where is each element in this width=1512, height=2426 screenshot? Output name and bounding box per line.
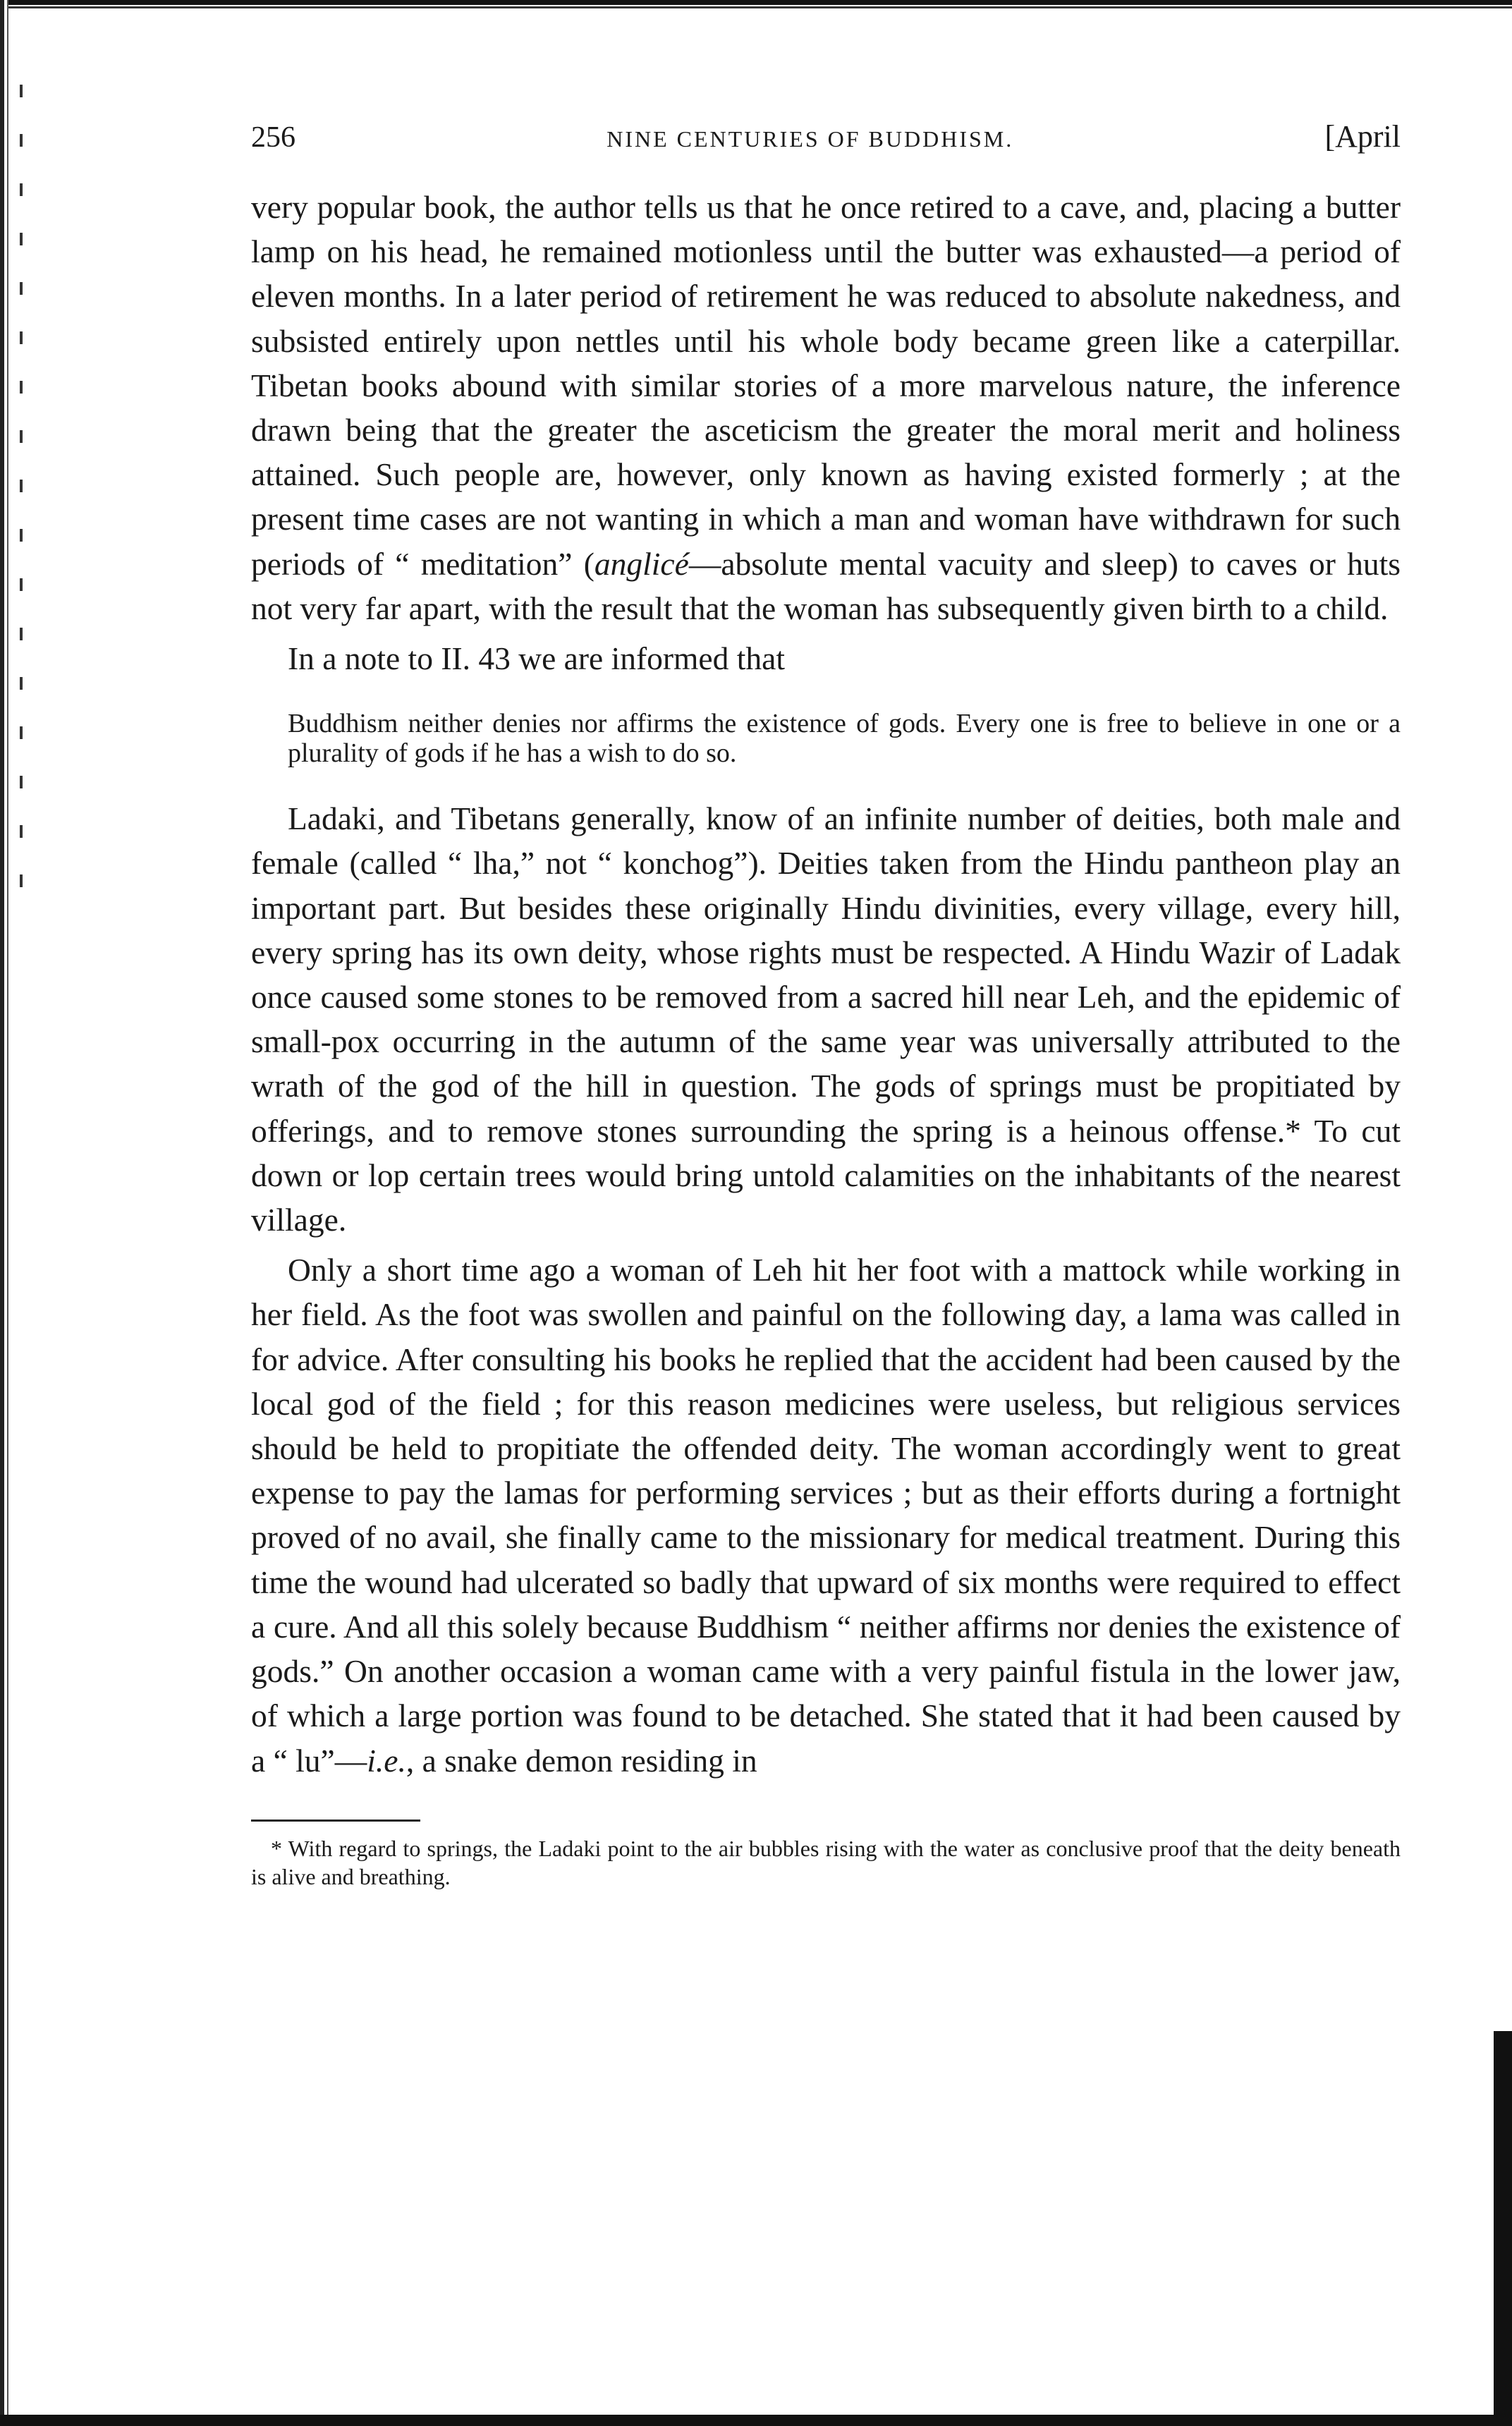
book-page [251,118,1401,1891]
block-quote: Buddhism neither denies nor affirms the existence of gods. Every one is free to believe in one or a plurality of gods if he has a wish to do so. [288,709,1401,769]
footnote-rule [251,1820,420,1822]
running-header [251,118,1401,168]
paragraph-continued [251,185,1401,630]
header-month: [April [1324,119,1401,154]
scan-edge-right [1494,2031,1512,2426]
paragraph-text: , a snake demon residing in [406,1742,757,1779]
running-title: NINE CENTURIES OF BUDDHISM. [606,126,1014,152]
paragraph-deities: Ladaki, and Tibetans generally, know of an infinite number of deities, both male and female (called “ lha,” not “ konchog”). Deities taken from the Hindu pantheon play an important part. But besides these originally Hindu divinities, every village, every hill, every spring has its own deity, whose rights must be respected. A Hindu Wazir of Ladak once caused some stones to be removed from a sacred hill near Leh, and the epidemic of small-pox occurring in the autumn of the same year was universally attributed to the wrath of the god of the hill in question. The gods of springs must be propitiated by offerings, and to remove stones surrounding the spring is a heinous offense.* To cut down or lop certain trees would bring untold calamities on the inhabitants of the nearest village. [251,800,1401,1238]
scan-edge-left [0,0,16,2426]
paragraph-woman-of-leh [251,1248,1401,1782]
footnote: * With regard to springs, the Ladaki point to the air bubbles rising with the water as conclusive proof that the deity beneath is alive and breathing. [251,1835,1401,1889]
paragraph-note-intro: In a note to II. 43 we are informed that [288,640,785,677]
page-number: 256 [251,121,295,154]
italic-term: i.e. [367,1742,406,1779]
scan-edge-left-marks [20,85,23,896]
paragraph-text: —absolute mental vacuity and sleep) to caves or huts not very far apart, with the result that the woman has subsequently given birth to a child. [251,545,1401,626]
italic-term: anglicé [594,545,689,582]
scan-edge-bottom [0,2410,1512,2426]
paragraph-text: very popular book, the author tells us that he once retired to a cave, and, placing a butter lamp on his head, he remained motionless until the butter was exhausted—a period of eleven months. In a later period of retirement he was reduced to absolute nakedness, and subsisted entirely upon nettles until his whole body became green like a caterpillar. Tibetan books abound with similar stories of a more marvelous nature, the inference drawn being that the greater the asceticism the greater the moral merit and holiness attained. Such people are, however, only known as having existed formerly ; at the present time cases are not wanting in which a man and woman have withdrawn for such periods of “ meditation” ( [251,189,1401,582]
scan-edge-top [0,0,1512,11]
paragraph-text: Only a short time ago a woman of Leh hit her foot with a mattock while working in her field. As the foot was swollen and painful on the following day, a lama was called in for advice. After consulting his books he replied that the accident had been caused by the local god of the field ; for this reason medicines were useless, but religious services should be held to propitiate the offended deity. The woman accordingly went to great expense to pay the lamas for performing services ; but as their efforts during a fortnight proved of no avail, she finally came to the missionary for medical treatment. During this time the wound had ulcerated so badly that upward of six months were required to effect a cure. And all this solely because Buddhism “ neither affirms nor denies the existence of gods.” On another occasion a woman came with a very painful fistula in the lower jaw, of which a large portion was found to be detached. She stated that it had been caused by a “ lu”— [251,1252,1401,1779]
